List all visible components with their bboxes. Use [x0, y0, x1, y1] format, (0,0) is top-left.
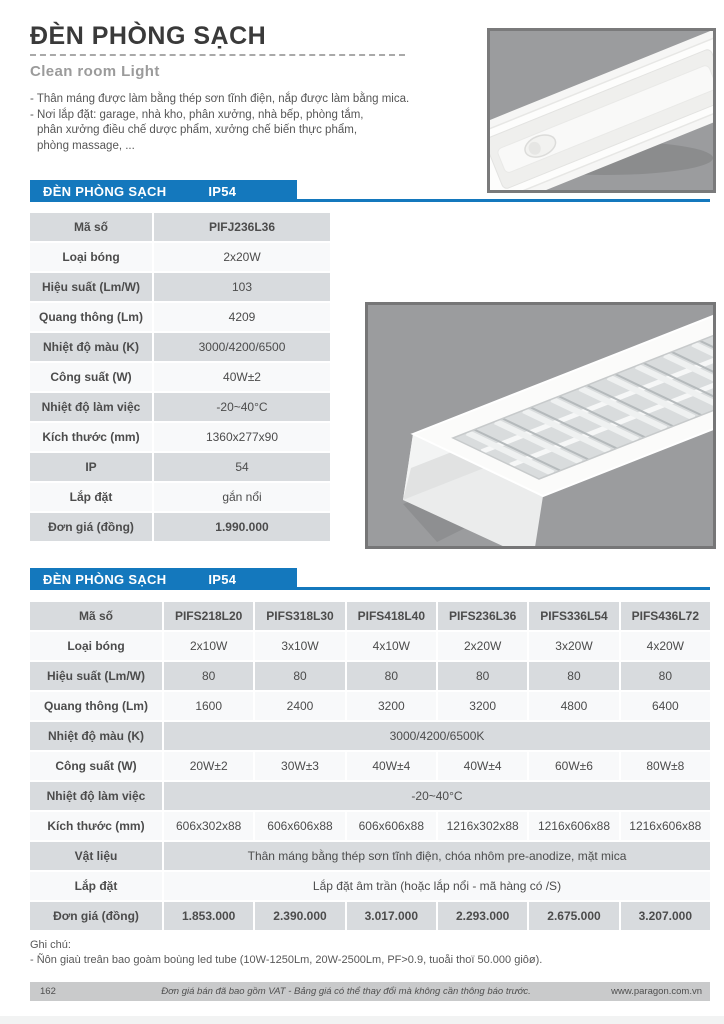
notes-line: - Ñôn giaù treân bao goàm boùng led tube (10W-1250Lm, 20W-2500Lm, PF>0.9, tuoåi thoï 50.000 giôø). [30, 953, 543, 966]
spec-value: 80 [621, 662, 710, 690]
spec-value: 40W±4 [347, 752, 436, 780]
spec-value: 1360x277x90 [154, 423, 330, 451]
spec-label: Hiệu suất (Lm/W) [30, 662, 162, 690]
model-code: PIFS418L40 [347, 602, 436, 630]
spec-value: 40W±2 [154, 363, 330, 391]
model-code: PIFS236L36 [438, 602, 527, 630]
spec-value: 40W±4 [438, 752, 527, 780]
table-row [30, 782, 710, 810]
model-code: PIFS436L72 [621, 602, 710, 630]
spec-value: 80 [347, 662, 436, 690]
spec-label: Mã số [30, 602, 162, 630]
table-row [30, 872, 710, 900]
spec-label: Kích thước (mm) [30, 812, 162, 840]
ip-rating-badge: IP54 [208, 183, 237, 199]
spec-value: 1216x606x88 [529, 812, 618, 840]
spec-value: 1216x606x88 [621, 812, 710, 840]
spec-value: 606x302x88 [164, 812, 253, 840]
model-code: PIFS218L20 [164, 602, 253, 630]
table-row [30, 273, 330, 301]
banner-rule [297, 199, 710, 202]
footer-disclaimer: Đơn giá bán đã bao gồm VAT - Bảng giá có thể thay đổi mà không cần thông báo trước. [161, 986, 531, 997]
spec-table-single [28, 211, 332, 543]
page-number: 162 [40, 986, 56, 997]
spec-label: Quang thông (Lm) [30, 303, 152, 331]
spec-value: 1216x302x88 [438, 812, 527, 840]
spec-value: 606x606x88 [255, 812, 344, 840]
spec-value: 2x10W [164, 632, 253, 660]
page-bottom-edge [0, 1016, 724, 1024]
spec-value: -20~40°C [154, 393, 330, 421]
spec-label: Công suất (W) [30, 752, 162, 780]
spec-value: 20W±2 [164, 752, 253, 780]
section-banner [30, 568, 710, 590]
spec-value: 54 [154, 453, 330, 481]
table-row [30, 752, 710, 780]
spec-value: 80 [529, 662, 618, 690]
table-row [30, 692, 710, 720]
price-value: 1.853.000 [164, 902, 253, 930]
spec-value: 2x20W [154, 243, 330, 271]
table-row [30, 722, 710, 750]
spec-label: IP [30, 453, 152, 481]
spec-value-span: -20~40°C [164, 782, 710, 810]
spec-value: 3000/4200/6500 [154, 333, 330, 361]
price-value: 2.293.000 [438, 902, 527, 930]
product-image-louver-troffer [365, 302, 716, 549]
table-row [30, 243, 330, 271]
section-banner-box [30, 568, 297, 590]
table-row [30, 363, 330, 391]
spec-value: gắn nổi [154, 483, 330, 511]
spec-label: Loại bóng [30, 632, 162, 660]
spec-value: 3200 [347, 692, 436, 720]
price-value: 3.207.000 [621, 902, 710, 930]
spec-value: 4209 [154, 303, 330, 331]
table-row [30, 632, 710, 660]
spec-label: Kích thước (mm) [30, 423, 152, 451]
section-banner-title: ĐÈN PHÒNG SẠCH [43, 183, 167, 199]
spec-value: 3x10W [255, 632, 344, 660]
table-row [30, 213, 330, 241]
spec-label: Đơn giá (đồng) [30, 902, 162, 930]
section-banner-box [30, 180, 297, 202]
page-subtitle: Clean room Light [30, 63, 160, 80]
table-row [30, 423, 330, 451]
spec-value: 3x20W [529, 632, 618, 660]
table-row [30, 812, 710, 840]
table-row [30, 513, 330, 541]
spec-value: 80 [255, 662, 344, 690]
page-title: ĐÈN PHÒNG SẠCH [30, 22, 267, 50]
spec-value: 3200 [438, 692, 527, 720]
description-line: phòng massage, ... [37, 139, 135, 152]
ip-rating-badge: IP54 [208, 571, 237, 587]
spec-label: Công suất (W) [30, 363, 152, 391]
table-row [30, 662, 710, 690]
spec-label: Quang thông (Lm) [30, 692, 162, 720]
table-row [30, 393, 330, 421]
spec-value: 80 [438, 662, 527, 690]
spec-value: 1600 [164, 692, 253, 720]
section-banner [30, 180, 710, 202]
spec-label: Hiệu suất (Lm/W) [30, 273, 152, 301]
spec-value: 80W±8 [621, 752, 710, 780]
model-code: PIFS318L30 [255, 602, 344, 630]
product-image-surface-mount [487, 28, 716, 193]
spec-value: 4x10W [347, 632, 436, 660]
spec-value: 6400 [621, 692, 710, 720]
spec-label: Nhiệt độ làm việc [30, 782, 162, 810]
table-header-row [30, 602, 710, 630]
spec-label: Nhiệt độ làm việc [30, 393, 152, 421]
spec-value: 30W±3 [255, 752, 344, 780]
spec-table-series [28, 600, 712, 932]
spec-label: Đơn giá (đồng) [30, 513, 152, 541]
description-line: - Nơi lắp đặt: garage, nhà kho, phân xưởng, nhà bếp, phòng tắm, [30, 108, 364, 121]
page-header [30, 22, 470, 154]
spec-label: Lắp đặt [30, 483, 152, 511]
description-line: phân xưởng điều chế dược phẩm, xưởng chế biến thực phẩm, [37, 124, 358, 136]
spec-value: 80 [164, 662, 253, 690]
spec-label: Vật liệu [30, 842, 162, 870]
spec-value-span: Lắp đặt âm trần (hoặc lắp nổi - mã hàng có /S) [164, 872, 710, 900]
spec-value-span: Thân máng bằng thép sơn tĩnh điện, chóa nhôm pre-anodize, mặt mica [164, 842, 710, 870]
spec-value: 606x606x88 [347, 812, 436, 840]
table-row [30, 842, 710, 870]
banner-rule [297, 587, 710, 590]
spec-value: 2x20W [438, 632, 527, 660]
section-banner-title: ĐÈN PHÒNG SẠCH [43, 571, 167, 587]
spec-label: Nhiệt độ màu (K) [30, 333, 152, 361]
spec-value: 60W±6 [529, 752, 618, 780]
table-row [30, 483, 330, 511]
table-row [30, 303, 330, 331]
spec-value: 2400 [255, 692, 344, 720]
spec-value-span: 3000/4200/6500K [164, 722, 710, 750]
spec-label: Lắp đặt [30, 872, 162, 900]
notes-title: Ghi chú: [30, 939, 71, 951]
dashed-divider [30, 54, 405, 56]
model-code: PIFS336L54 [529, 602, 618, 630]
price-value: 2.675.000 [529, 902, 618, 930]
product-description [30, 92, 470, 154]
spec-label: Mã số [30, 213, 152, 241]
spec-label: Loại bóng [30, 243, 152, 271]
table-row [30, 902, 710, 930]
footer-bar [30, 982, 710, 1001]
model-code: PIFJ236L36 [154, 213, 330, 241]
price-value: 2.390.000 [255, 902, 344, 930]
spec-value: 4800 [529, 692, 618, 720]
table-row [30, 333, 330, 361]
description-line: - Thân máng được làm bằng thép sơn tĩnh điện, nắp được làm bằng mica. [30, 93, 410, 105]
spec-value: 4x20W [621, 632, 710, 660]
website-link: www.paragon.com.vn [611, 986, 702, 997]
spec-value: 103 [154, 273, 330, 301]
spec-label: Nhiệt độ màu (K) [30, 722, 162, 750]
price-value: 3.017.000 [347, 902, 436, 930]
price-value: 1.990.000 [154, 513, 330, 541]
notes [30, 938, 542, 967]
table-row [30, 453, 330, 481]
